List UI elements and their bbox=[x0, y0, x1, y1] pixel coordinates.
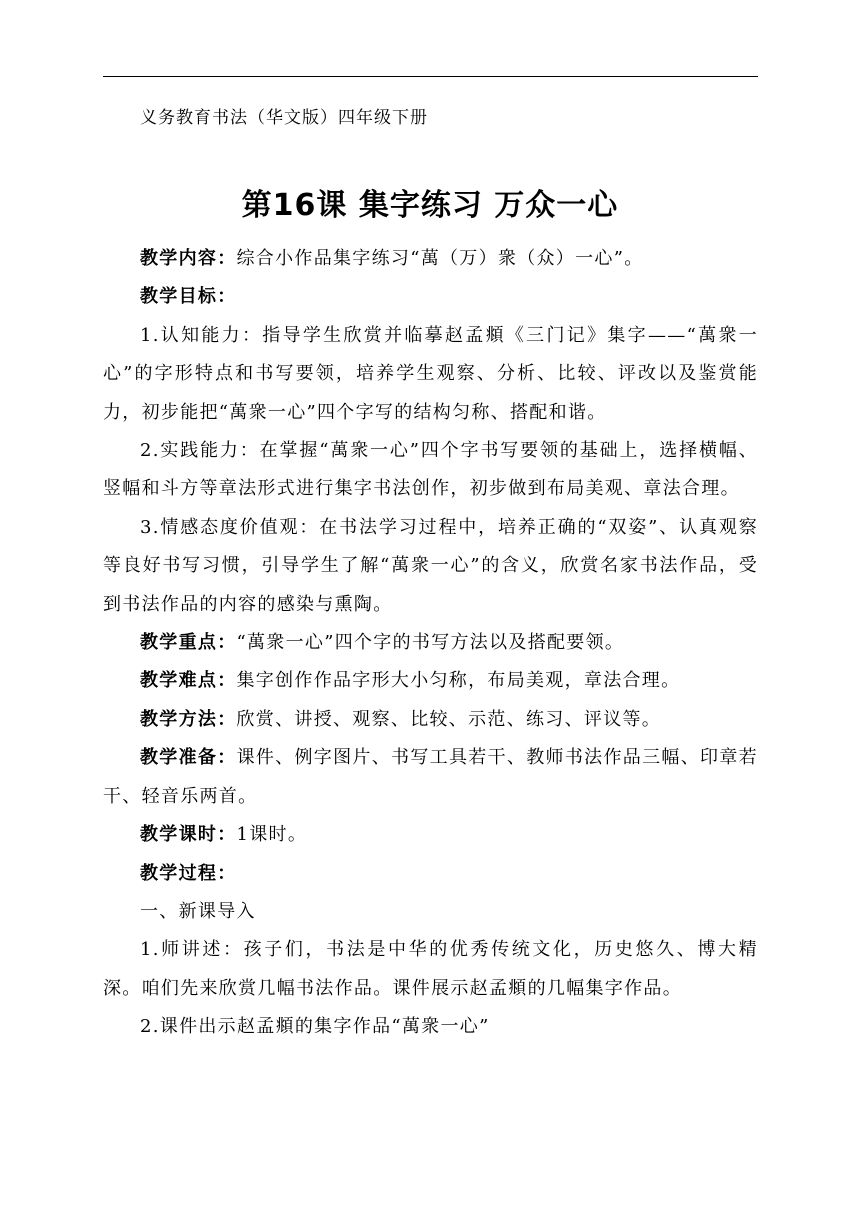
step-1-heading: 一、新课导入 bbox=[140, 900, 256, 922]
goal-emotion-values: 3.情感态度价值观：在书法学习过程中，培养正确的“双姿”、认真观察等良好书写习惯，引导学生了解“萬衆一心”的含义，欣赏名家书法作品，受到书法作品的内容的感染与熏陶。 bbox=[103, 516, 758, 615]
hours-label: 教学课时： bbox=[140, 824, 237, 846]
goal-cognitive: 1.认知能力：指导学生欣赏并临摹赵孟頫《三门记》集字——“萬衆一心”的字形特点和书写要领，培养学生观察、分析、比较、评改以及鉴赏能力，初步能把“萬衆一心”四个字写的结构匀称、搭配和谐。 bbox=[103, 324, 758, 423]
preparation-text: 课件、例字图片、书写工具若干、教师书法作品三幅、印章若干、轻音乐两首。 bbox=[103, 747, 758, 807]
hours-text: 1课时。 bbox=[236, 824, 308, 846]
step-1-1-paragraph: 1.师讲述：孩子们，书法是中华的优秀传统文化，历史悠久、博大精深。咱们先来欣赏几幅书法作品。课件展示赵孟頫的几幅集字作品。 bbox=[103, 939, 758, 999]
step-1-2-paragraph: 2.课件出示赵孟頫的集字作品“萬衆一心” bbox=[140, 1016, 490, 1038]
difficulties-label: 教学难点： bbox=[140, 670, 237, 692]
process-heading bbox=[103, 855, 758, 893]
teaching-content-paragraph bbox=[103, 240, 758, 278]
methods-text: 欣赏、讲授、观察、比较、示范、练习、评议等。 bbox=[236, 708, 662, 730]
preparation-label: 教学准备： bbox=[140, 747, 237, 769]
methods-paragraph bbox=[103, 701, 758, 739]
hours-paragraph bbox=[103, 816, 758, 854]
difficulties-paragraph bbox=[103, 662, 758, 700]
methods-label: 教学方法： bbox=[140, 708, 237, 730]
teaching-content-text: 综合小作品集字练习“萬（万）衆（众）一心”。 bbox=[236, 248, 644, 269]
header-rule bbox=[103, 76, 758, 77]
key-points-text: “萬衆一心”四个字的书写方法以及搭配要领。 bbox=[236, 632, 625, 654]
teaching-goals-heading bbox=[103, 278, 758, 316]
teaching-goals-label: 教学目标： bbox=[140, 286, 237, 308]
running-header: 义务教育书法（华文版）四年级下册 bbox=[140, 108, 428, 128]
difficulties-text: 集字创作作品字形大小匀称，布局美观，章法合理。 bbox=[236, 670, 681, 692]
document-body bbox=[103, 240, 758, 1047]
key-points-paragraph bbox=[103, 624, 758, 662]
key-points-label: 教学重点： bbox=[140, 632, 237, 654]
lesson-title: 第16课 集字练习 万众一心 bbox=[241, 188, 619, 223]
teaching-content-label: 教学内容： bbox=[140, 248, 237, 269]
process-label: 教学过程： bbox=[140, 862, 237, 884]
preparation-paragraph bbox=[103, 739, 758, 816]
goal-practice: 2.实践能力：在掌握“萬衆一心”四个字书写要领的基础上，选择横幅、竖幅和斗方等章法形式进行集字书法创作，初步做到布局美观、章法合理。 bbox=[103, 440, 758, 500]
